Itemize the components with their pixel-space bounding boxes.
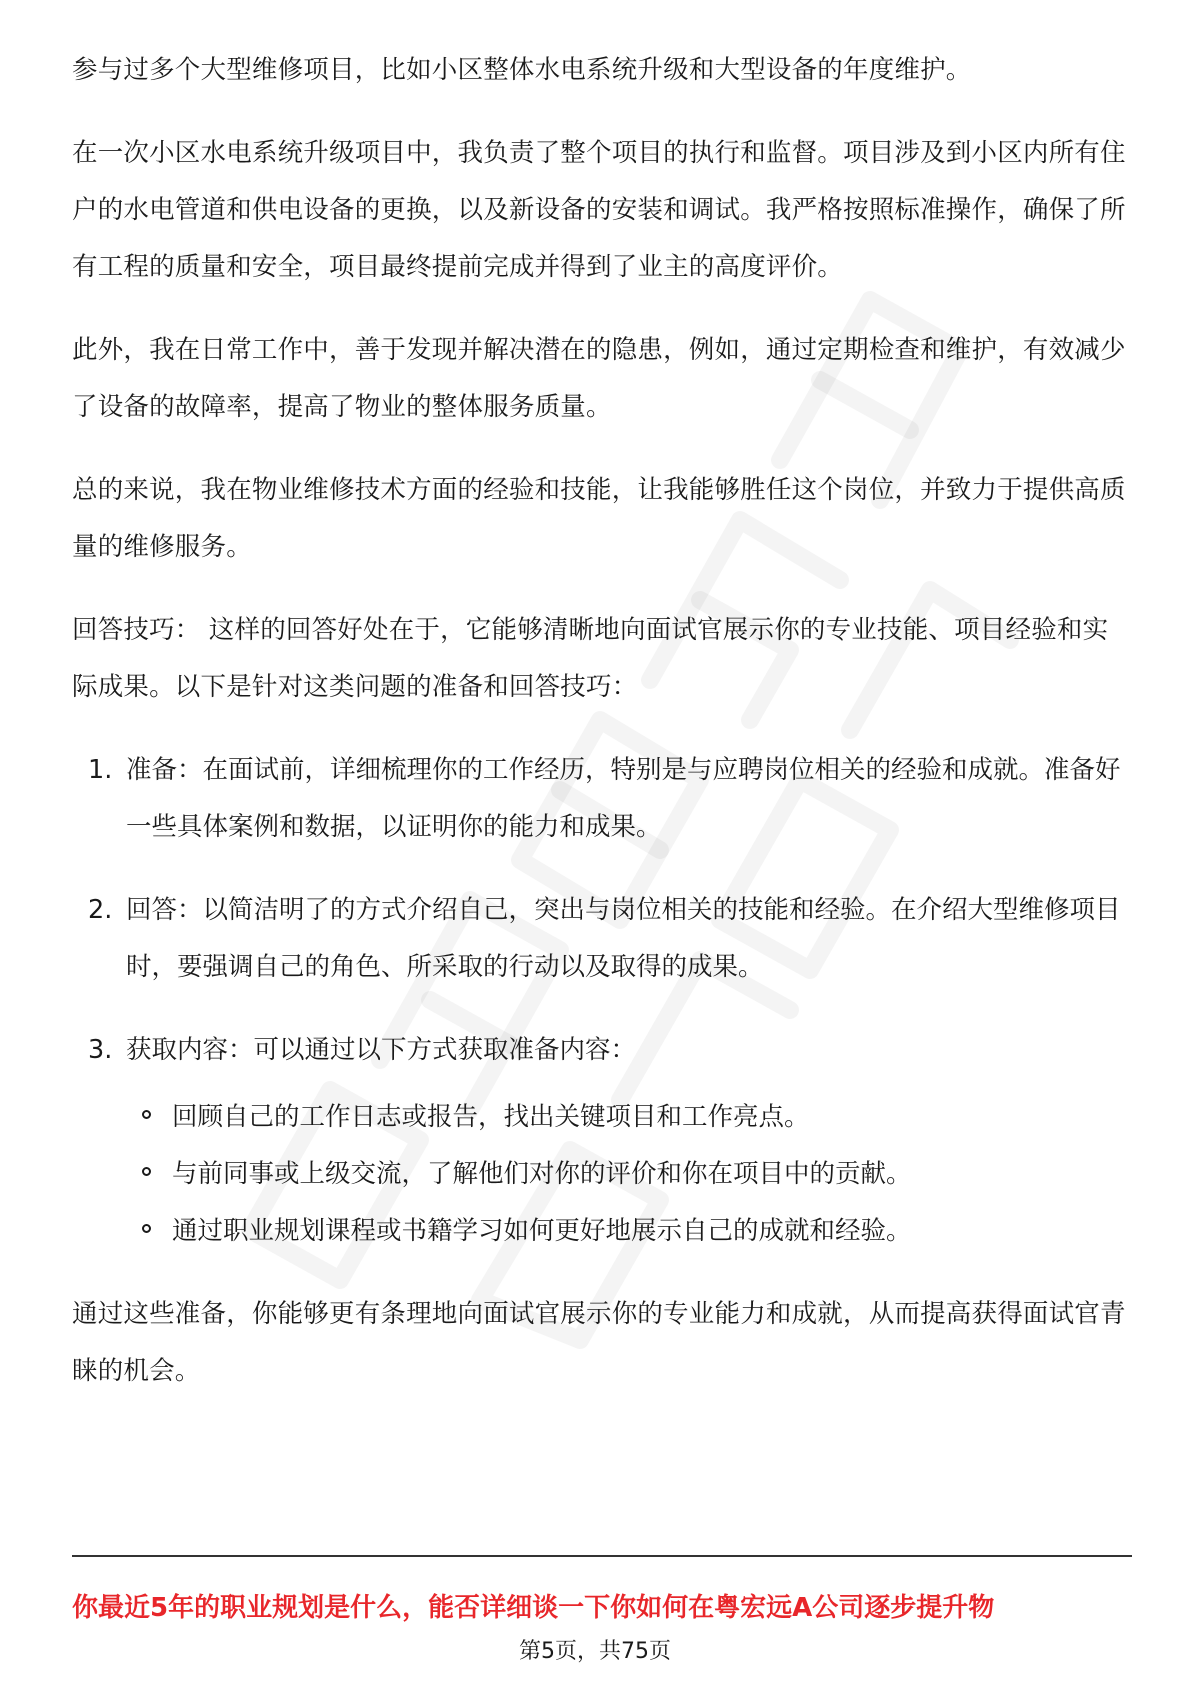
- bullet-circle-icon: [142, 1110, 151, 1119]
- bullet-item: [142, 1146, 1132, 1203]
- paragraph-intro: 参与过多个大型维修项目，比如小区整体水电系统升级和大型设备的年度维护。: [72, 55, 972, 85]
- paragraph-daily-work: 此外，我在日常工作中，善于发现并解决潜在的隐患，例如，通过定期检查和维护，有效减少了设备的故障率，提高了物业的整体服务质量。: [72, 335, 1126, 422]
- paragraph-project: 在一次小区水电系统升级项目中，我负责了整个项目的执行和监督。项目涉及到小区内所有住户的水电管道和供电设备的更换，以及新设备的安装和调试。我严格按照标准操作，确保了所有工程的质量和安全，项目最终提前完成并得到了业主的高度评价。: [72, 138, 1126, 282]
- bullet-item-text: 与前同事或上级交流，了解他们对你的评价和你在项目中的贡献。: [172, 1159, 912, 1189]
- bullet-item-text: 回顾自己的工作日志或报告，找出关键项目和工作亮点。: [172, 1102, 810, 1132]
- numbered-list: [72, 742, 1132, 1079]
- main-content: [72, 42, 1132, 1426]
- bullet-circle-icon: [142, 1167, 151, 1176]
- bullet-list-container: [72, 1089, 1132, 1260]
- list-item-text: 获取内容：可以通过以下方式获取准备内容：: [126, 1035, 637, 1065]
- list-number: 2.: [88, 895, 113, 925]
- list-item: [72, 742, 1132, 856]
- bullet-item: [142, 1089, 1132, 1146]
- paragraph-summary: 总的来说，我在物业维修技术方面的经验和技能，让我能够胜任这个岗位，并致力于提供高质量的维修服务。: [72, 475, 1126, 562]
- paragraph-closing: 通过这些准备，你能够更有条理地向面试官展示你的专业能力和成就，从而提高获得面试官青睐的机会。: [72, 1299, 1126, 1386]
- list-item-text: 回答：以简洁明了的方式介绍自己，突出与岗位相关的技能和经验。在介绍大型维修项目时，要强调自己的角色、所采取的行动以及取得的成果。: [126, 895, 1121, 982]
- list-number: 3.: [88, 1035, 113, 1065]
- page-number: 第5页，共75页: [519, 1639, 671, 1664]
- list-item: [72, 1022, 1132, 1079]
- bullet-item: [142, 1203, 1132, 1260]
- next-question-title: 你最近5年的职业规划是什么，能否详细谈一下你如何在粤宏远A公司逐步提升物: [72, 1593, 995, 1623]
- bullet-list: [142, 1089, 1132, 1260]
- footer-divider: [72, 1555, 1132, 1557]
- list-item-text: 准备：在面试前，详细梳理你的工作经历，特别是与应聘岗位相关的经验和成就。准备好一些具体案例和数据，以证明你的能力和成果。: [126, 755, 1121, 842]
- bullet-item-text: 通过职业规划课程或书籍学习如何更好地展示自己的成就和经验。: [172, 1216, 912, 1246]
- bullet-circle-icon: [142, 1224, 151, 1233]
- paragraph-answer-tips: 回答技巧： 这样的回答好处在于，它能够清晰地向面试官展示你的专业技能、项目经验和实际成果。以下是针对这类问题的准备和回答技巧：: [72, 615, 1109, 702]
- list-number: 1.: [88, 755, 113, 785]
- list-item: [72, 882, 1132, 996]
